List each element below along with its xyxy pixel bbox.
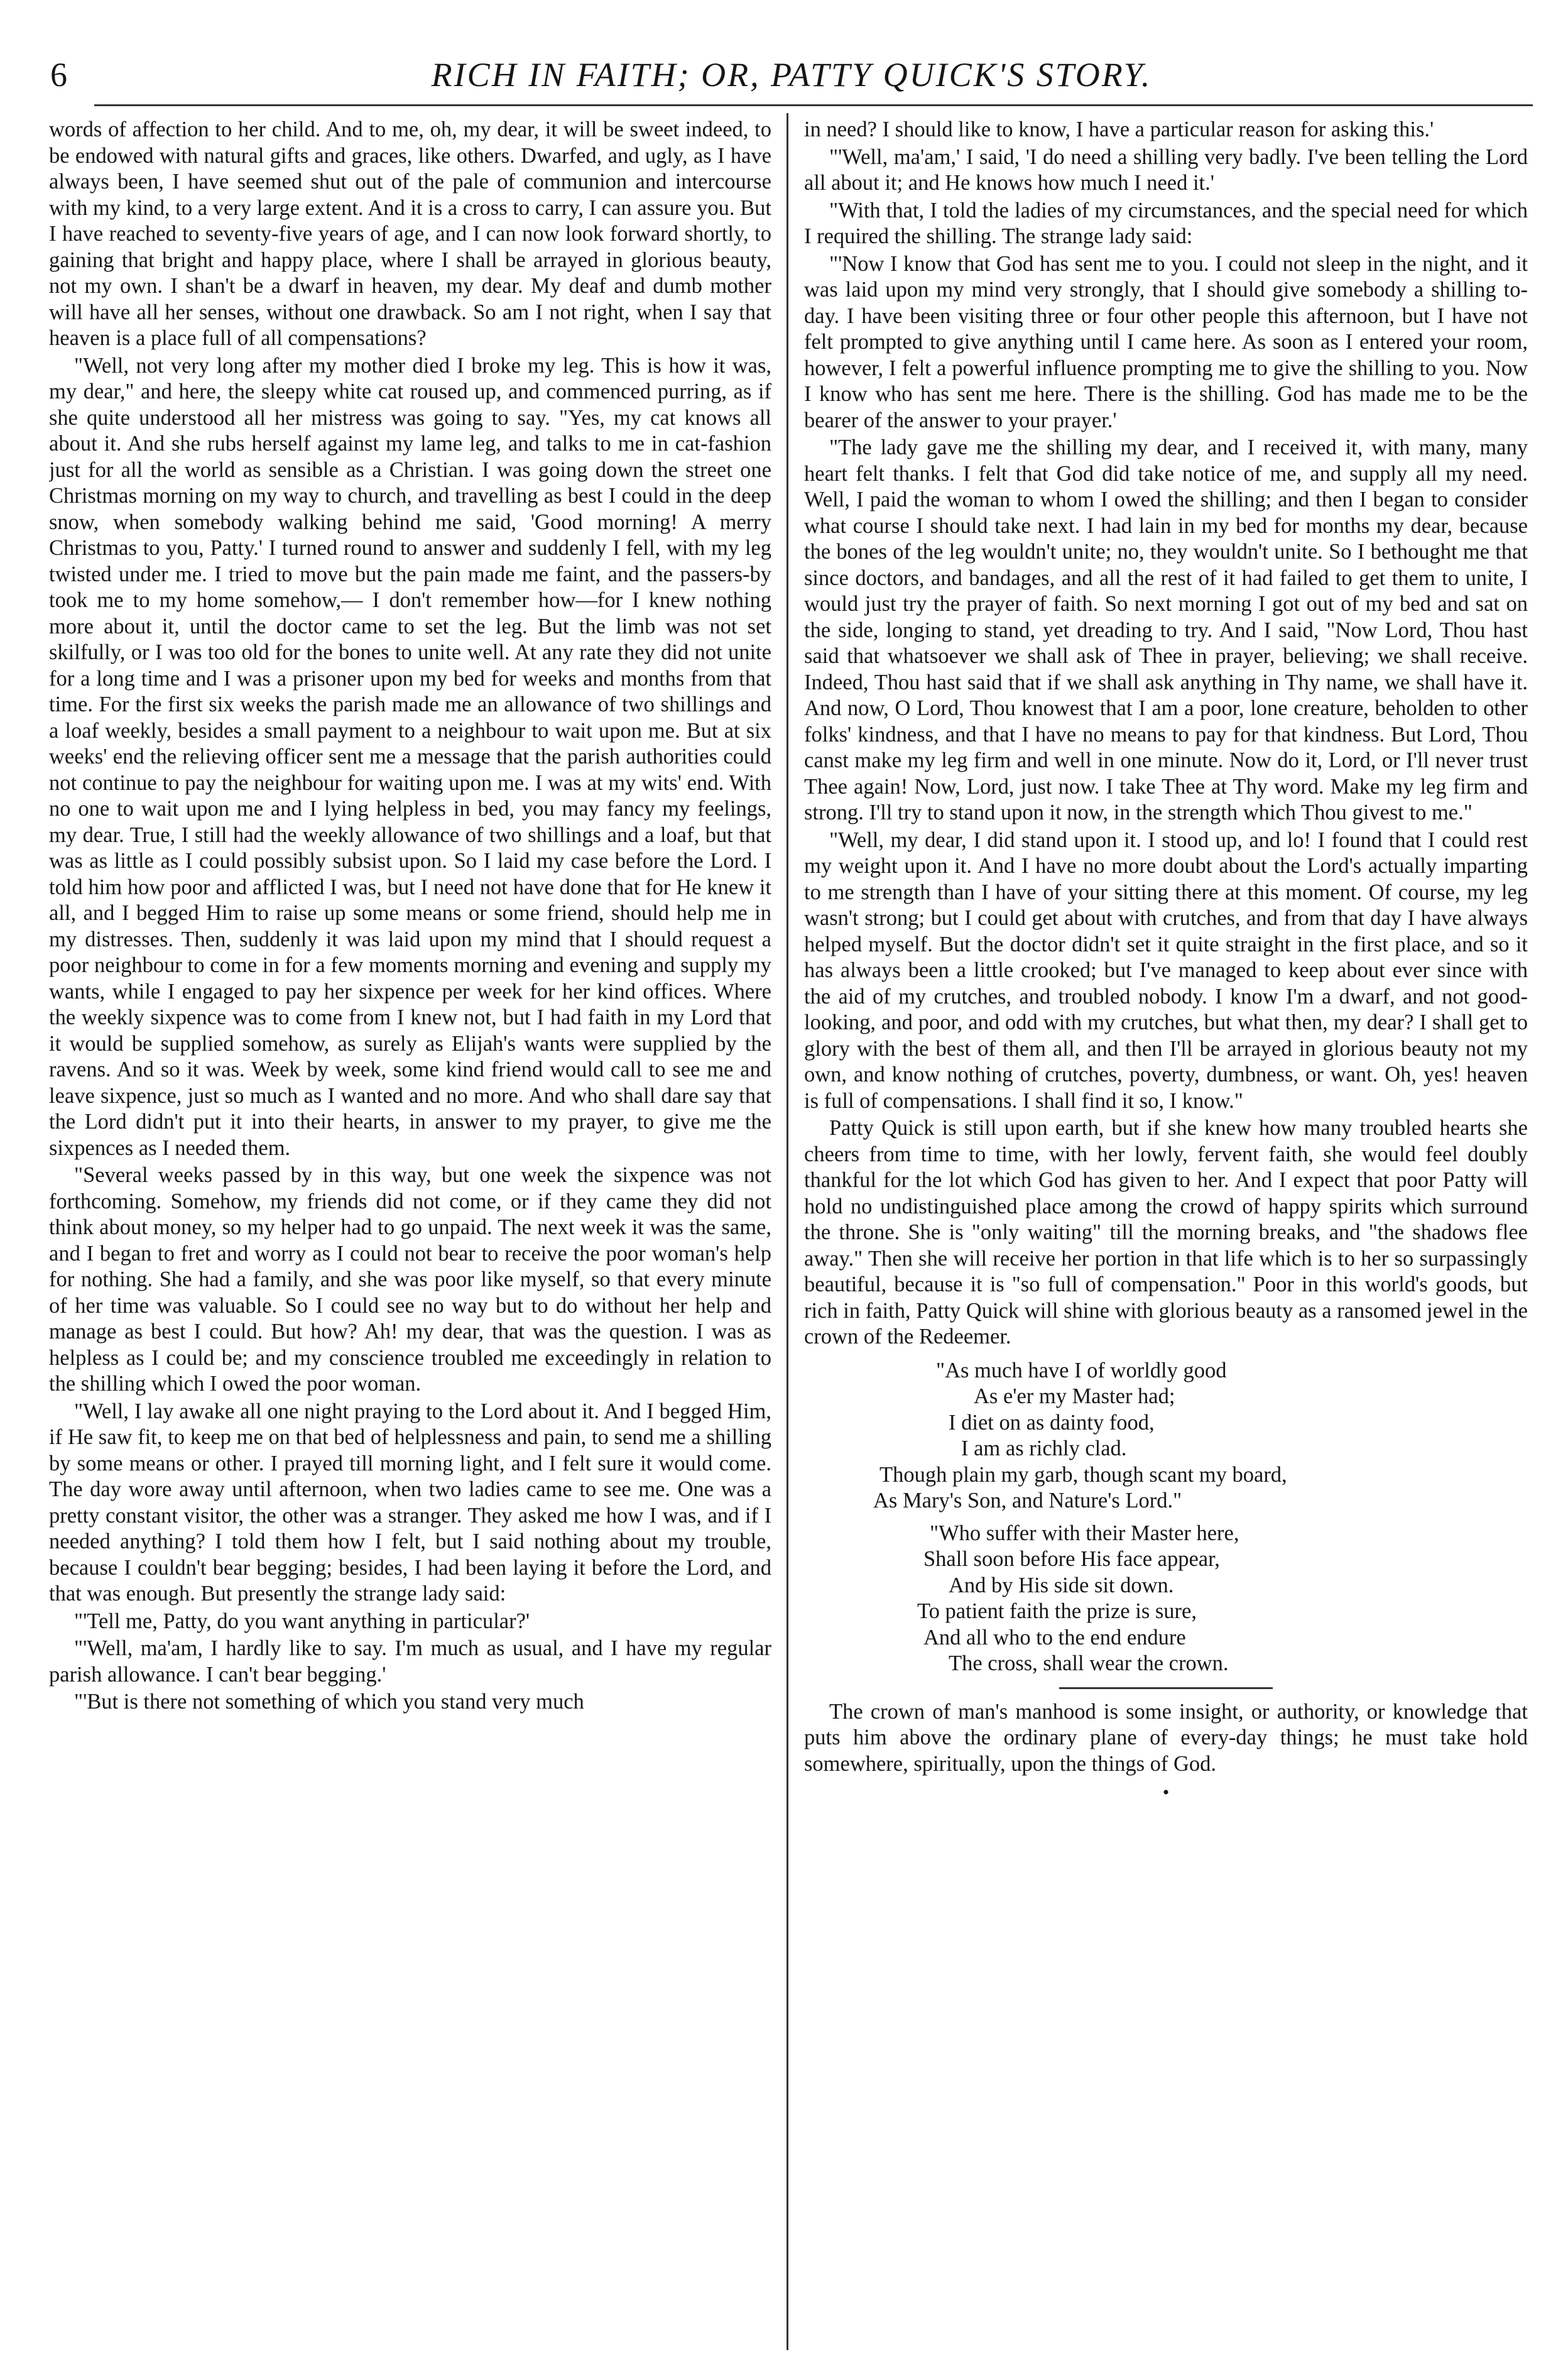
poem-line: To patient faith the prize is sure, xyxy=(917,1599,1197,1623)
paragraph: in need? I should like to know, I have a particular reason for asking this.' xyxy=(804,118,1434,141)
paragraph: "The lady gave me the shilling my dear, and I received it, with many, many heart felt thanks. I felt that God did take notice of me, and supply all my need. Well, I paid the woman to whom I owed the shilling; and then I began to consider what course I should take next. I had lain in my bed for months my dear, because the bones of the leg wouldn't unite; no, they wouldn't unite. So I bethought me that since doctors, and bandages, and all the rest of it had failed to get them to unite, I would just try the prayer of faith. So next morning I got out of my bed and sat on the side, longing to stand, yet dreading to try. And I said, "Now Lord, Thou hast said that whatsoever we shall ask of Thee in prayer, believing; we shall receive. Indeed, Thou hast said that if we shall ask anything in Thy name, we shall have it. And now, O Lord, Thou knowest that I am a poor, lone creature, beholden to other folks' kindness, and that I have no means to pay for that kindness. But Lord, Thou canst make my leg firm and well in one minute. Now do it, Lord, or I'll never trust Thee again! Now, Lord, just now. I take Thee at Thy word. Make my leg firm and strong. I'll try to stand upon it now, in the strength which Thou givest to me." xyxy=(804,435,1528,824)
paragraph: "'Well, ma'am,' I said, 'I do need a shilling very badly. I've been telling the Lord all about it; and He knows how much I need it.' xyxy=(804,145,1528,195)
poem-line: I diet on as dainty food, xyxy=(949,1410,1155,1435)
paragraph: "Well, I lay awake all one night praying to the Lord about it. And I begged Him, if He saw fit, to keep me on that bed of helplessness and pain, to send me a shilling by some means or other. I prayed till morning light, and I felt sure it would come. The day wore away until afternoon, when two ladies came to see me. One was a pretty constant visitor, the other was a stranger. They asked me how I was, and if I needed anything? I told them how I felt, but I said nothing about my trouble, because I couldn't bear begging; besides, I had been laying it before the Lord, and that was enough. But presently the strange lady said: xyxy=(49,1399,771,1606)
left-column xyxy=(49,117,771,2354)
poem-line: I am as richly clad. xyxy=(961,1436,1127,1460)
paragraph: "'Well, ma'am, I hardly like to say. I'm much as usual, and I have my regular parish allowance. I can't bear begging.' xyxy=(49,1636,771,1687)
poem-stanza xyxy=(804,1521,1528,1677)
paragraph: "'Tell me, Patty, do you want anything in particular?' xyxy=(74,1609,530,1633)
page-number: 6 xyxy=(50,56,67,94)
right-column xyxy=(804,117,1528,2354)
poem xyxy=(804,1358,1528,1677)
paragraph: "Well, my dear, I did stand upon it. I stood up, and lo! I found that I could rest my weight upon it. And I have no more doubt about the Lord's actually imparting to me strength than I have of your sitting there at this moment. Of course, my leg wasn't strong; but I could get about with crutches, and from that day I have always helped myself. But the doctor didn't set it quite straight in the first place, and so it has always been a little crooked; but I've managed to keep about ever since with the aid of my crutches, and troubled nobody. I know I'm a dwarf, and not good-looking, and poor, and odd with my crutches, but what then, my dear? I shall get to glory with the best of them all, and then I'll be arrayed in glorious beauty not my own, and know nothing of crutches, poverty, dumbness, or want. Oh, yes! heaven is full of compensations. I shall find it so, I know." xyxy=(804,828,1528,1113)
end-mark: • xyxy=(1162,1782,1170,1803)
poem-line: The cross, shall wear the crown. xyxy=(949,1651,1229,1675)
poem-line: "Who suffer with their Master here, xyxy=(930,1521,1239,1545)
paragraph: "'Now I know that God has sent me to you. I could not sleep in the night, and it was laid upon my mind very strongly, that I should give somebody a shilling to-day. I have been visiting three or four other people this afternoon, but I have not felt prompted to give anything until I came here. As soon as I entered your room, however, I felt a powerful influence prompting me to give the shilling to you. Now I know who has sent me here. There is the shilling. God has made me to be the bearer of the answer to your prayer.' xyxy=(804,251,1528,432)
column-divider xyxy=(787,113,788,2350)
paragraph: "Several weeks passed by in this way, but one week the sixpence was not forthcoming. Somehow, my friends did not come, or if they came they did not think about money, so my helper had to go unpaid. The next week it was the same, and I began to fret and worry as I could not bear to receive the poor woman's help for nothing. She had a family, and she was poor like myself, so that every minute of her time was valuable. So I could see no way but to do without her help and manage as best I could. But how? Ah! my dear, that was the question. I was as helpless as I could be; and my conscience troubled me exceedingly in relation to the shilling which I owed the poor woman. xyxy=(49,1163,771,1396)
paragraph: "'But is there not something of which you stand very much xyxy=(74,1690,584,1714)
poem-line: As e'er my Master had; xyxy=(974,1384,1175,1408)
poem-line: Shall soon before His face appear, xyxy=(923,1547,1220,1571)
header-rule xyxy=(94,104,1533,106)
poem-line: Though plain my garb, though scant my board, xyxy=(879,1462,1287,1487)
poem-line: And by His side sit down. xyxy=(949,1573,1174,1597)
paragraph: Patty Quick is still upon earth, but if she knew how many troubled hearts she cheers from time to time, with her lowly, fervent faith, she would feel doubly thankful for the lot which God has given to her. And I expect that poor Patty will hold no undistinguished place among the crowd of happy spirits which surround the throne. She is "only waiting" till the morning breaks, and "the shadows flee away." Then she will receive her portion in that life which is to her so surpassingly beautiful, because it is "so full of compensation." Poor in this world's goods, but rich in faith, Patty Quick will shine with glorious beauty as a ransomed jewel in the crown of the Redeemer. xyxy=(804,1116,1528,1349)
paragraph: words of affection to her child. And to me, oh, my dear, it will be sweet indeed, to be endowed with natural gifts and graces, like others. Dwarfed, and ugly, as I have always been, I have seemed shut out of the pale of communion and intercourse with my kind, to a very large extent. And it is a cross to carry, I can assure you. But I have reached to seventy-five years of age, and I can now look forward shortly, to gaining that bright and happy place, where I shall be arrayed in glorious beauty, not my own. I shan't be a dwarf in heaven, my dear. My deaf and dumb mother will have all her senses, without one drawback. So am I not right, when I say that heaven is a place full of all compensations? xyxy=(49,118,771,350)
paragraph: "With that, I told the ladies of my circumstances, and the special need for which I required the shilling. The strange lady said: xyxy=(804,198,1528,248)
poem-stanza xyxy=(804,1358,1528,1514)
running-title: RICH IN FAITH; OR, PATTY QUICK'S STORY. xyxy=(431,56,1152,94)
page-header xyxy=(50,55,1533,108)
section-rule xyxy=(1059,1687,1273,1689)
poem-line: And all who to the end endure xyxy=(923,1625,1186,1650)
poem-line: As Mary's Son, and Nature's Lord." xyxy=(873,1489,1182,1513)
closing-paragraph: The crown of man's manhood is some insight, or authority, or knowledge that puts him above the ordinary plane of every-day things; he must take hold somewhere, spiritually, upon the things of God. xyxy=(804,1699,1528,1776)
paragraph: "Well, not very long after my mother died I broke my leg. This is how it was, my dear," and here, the sleepy white cat roused up, and commenced purring, as if she quite understood all her mistress was going to say. "Yes, my cat knows all about it. And she rubs herself against my lame leg, and talks to me in cat-fashion just for all the world as sensible as a Christian. I was going down the street one Christmas morning on my way to church, and travelling as best I could in the deep snow, when somebody walking behind me said, 'Good morning! A merry Christmas to you, Patty.' I turned round to answer and suddenly I fell, with my leg twisted under me. I tried to move but the pain made me faint, and the passers-by took me to my home somehow,— I don't remember how—for I knew nothing more about it, until the doctor came to set the leg. But the limb was not set skilfully, or I was too old for the bones to unite well. At any rate they did not unite for a long time and I was a prisoner upon my bed for weeks and months from that time. For the first six weeks the parish made me an allowance of two shillings and a loaf weekly, besides a small payment to a neighbour to wait upon me. But at six weeks' end the relieving officer sent me a message that the parish authorities could not continue to pay the neighbour for waiting upon me. I was at my wits' end. With no one to wait upon me and I lying helpless in bed, you may fancy my feelings, my dear. True, I still had the weekly allowance of two shillings and a loaf, but that was as little as I could possibly subsist upon. So I laid my case before the Lord. I told him how poor and afflicted I was, but I need not have done that for He knew it all, and I begged Him to raise up some means or some friend, should help me in my distresses. Then, suddenly it was laid upon my mind that I should request a poor neighbour to come in for a few moments morning and evening and supply my wants, while I engaged to pay her sixpence per week for her kind offices. Where the weekly sixpence was to come from I knew not, but I had faith in my Lord that it would be supplied somehow, as surely as Elijah's wants were supplied by the ravens. And so it was. Week by week, some kind friend would call to see me and leave sixpence, just so much as I wanted and no more. And who shall dare say that the Lord didn't put it into their hearts, in answer to my prayer, to give me the sixpences as I needed them. xyxy=(49,353,771,1160)
poem-line: "As much have I of worldly good xyxy=(936,1358,1227,1382)
